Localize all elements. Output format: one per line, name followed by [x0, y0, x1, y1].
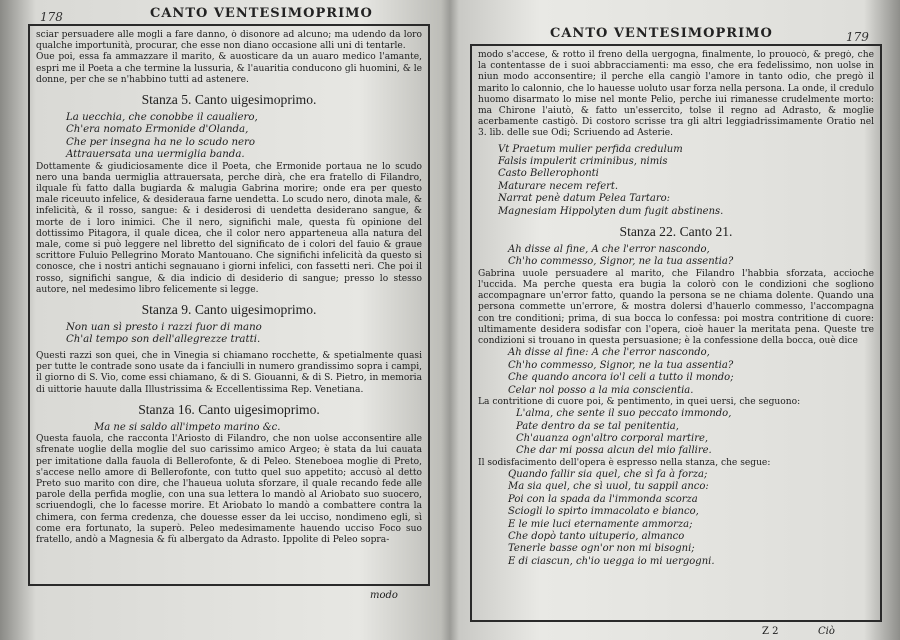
horace-quote-1: Vt Praetum mulier perfida credulum Falsis impulerit criminibus, nimis Casto Bellerophonti Maturare necem refert. — [498, 143, 683, 192]
right-intro-text: modo s'accese, & rotto il freno della uergogna, finalmente, lo prouocò, & pregò, che la contentasse de i suoi abbracciamenti: ma esso, che era fedelissimo, non uolse in niun modo acconsentire; il perche ella cangiò l'amore in tanto odio, che pregò il marito lo calonnio, che lo hauesse uoluto usar forza nella persona. La onde, il credulo huomo disarmato lo mise nel monte Pelio, perche iui rimanesse crudelmente morto: ma Chirone l'aiutò, & fatto un'essercito, tolse il regno ad Adrasto, & moglie acerbamente castigò. Di costoro scrisse tra gli altri leggiadrissimamente Oratio nel 3. lib. delle sue Odi; Scriuendo ad Asterie. — [478, 50, 874, 139]
right-running-head: CANTO VENTESIMOPRIMO — [550, 26, 773, 41]
left-page-number: 178 — [40, 10, 63, 24]
left-catchword: modo — [370, 590, 398, 601]
stanza-9-heading: Stanza 9. Canto uigesimoprimo. — [141, 302, 317, 318]
satisfaction-text: Il sodisfacimento dell'opera è espresso nella stanza, che segue: — [478, 457, 771, 468]
stanza-16-heading: Stanza 16. Canto uigesimoprimo. — [138, 401, 320, 417]
right-catchword: Ciò — [818, 626, 835, 637]
left-text-frame — [28, 24, 430, 586]
right-text-frame — [470, 44, 882, 622]
stanza-22-commentary: Gabrina uuole persuadere al marito, che Filandro l'habbia sforzata, accioche l'uccida. Ma perche questa era bugia la colorò con le condizioni che sogliono accompagnare un'error fatto, quando la persona se ne chiama dolente. Quando una persona commette un'errore, & mostra dolersi d'hauerlo commesso, l'accompagna con tre conditioni; prima, di sua bocca lo confessa: poi mostra contritione di cuore: ultimamente desidera sodisfar con l'opera, cioè hauer la meritata pena. Queste tre condizioni si trouano in questa persuasione; è la confessione della bocca, ouè dice — [478, 268, 874, 347]
stanza-5-heading: Stanza 5. Canto uigesimoprimo. — [141, 92, 317, 108]
stanza-9-commentary: Questi razzi son quei, che in Vinegia si chiamano rocchette, & spetialmente quasi per tutte le contrade sono usate da i fanciulli in numero grandissimo sopra i campi, il giorno di S. Vio, come essi chiamano, & di S. Giouanni, & di S. Pietro, in memoria di uittorie hauute dalla Illustrissima & Eccellentissima Rep. Venetiana. — [36, 350, 422, 395]
stanza-22-heading: Stanza 22. Canto 21. — [619, 224, 733, 240]
contrition-verse: L'alma, che sente il suo peccato immondo, Pate dentro da se tal penitentia, Ch'auanza ogn'altro corporal martire, Che dar mi possa alcun del mio fallire. — [516, 408, 732, 457]
contrition-text: La contritione di cuore poi, & pentimento, in quei uersi, che seguono: — [478, 396, 801, 407]
right-page-number: 179 — [846, 30, 869, 44]
right-page — [450, 0, 900, 640]
right-text-column — [478, 50, 874, 616]
stanza-5-commentary: Dottamente & giudiciosamente dice il Poeta, che Ermonide portaua ne lo scudo nero una banda uermiglia attrauersata, perche dirà, che era fratello di Filandro, ilquale fù fatto dalla bugiarda & malugia Gabrina morire; onde era per questo male riceuuto infelice, & desideraua farne uendetta. Lo scudo nero, dinota male, & infelicità, & il rosso, sangue: & i desiderosi di uendetta desiderano sangue, & morte de i loro inimici. Che il nero, significhi male, questa fù opinione del dottissimo Pitagora, il quale dicea, che il color nero apparteneua alla natura del male, come si può leggere nel libretto del significato de i colori del fauio & graue scrittore Fuluio Pellegrino Morato Mantouano. Che significhi infelicità da questo si conosce, che i nostri antichi segnauano i giorni infelici, con fassetti neri. Che poi il rosso, significhi sangue, & dia indicio di desiderio di sangue; presso lo stesso autore, nel medesimo libro felicemente si legge. — [36, 161, 422, 295]
signature-mark: Z 2 — [762, 626, 779, 637]
stanza-5-verse: La uecchia, che conobbe il caualiero, Ch'era nomato Ermonide d'Olanda, Che per insegna ha ne lo scudo nero Attrauersata una uermiglia banda. — [66, 112, 258, 161]
stanza-9-verse: Non uan sì presto i razzi fuor di mano Ch'al tempo son dell'allegrezze tratti. — [66, 322, 262, 346]
left-intro-text: sciar persuadere alle mogli a fare danno, ò disonore ad alcuno; ma udendo da loro qualche importunità, procurar, che esse non diano occasione alli uni di tentarle. Oue poi, essa fa ammazzare il marito, & auosticare da un auaro medico l'amante, espri me il Poeta a che termine la lussuria, & l'auaritia conducono gli huomini, & le donne, per che se n'habbino tutti ad astenere. — [36, 30, 422, 85]
stanza-16-verse: Ma ne si saldo all'impeto marino &c. — [94, 421, 281, 433]
stanza-22-verse: Ah disse al fine, A che l'error nascondo, Ch'ho commesso, Signor, ne la tua assentia? — [508, 244, 734, 268]
stanza-22-verse-repeat: Ah disse al fine: A che l'error nascondo, Ch'ho commesso, Signor, ne la tua assentia? Che quando ancora io'l celi a tutto il mondo; Celar nol posso a la mia conscientia. — [508, 347, 734, 396]
horace-quote-2: Narrat penè datum Pelea Tartaro: Magnesiam Hippolyten dum fugit abstinens. — [498, 193, 724, 217]
left-running-head: CANTO VENTESIMOPRIMO — [150, 6, 373, 21]
satisfaction-verse: Quando fallir sia quel, che sì fa à forza; Ma sia quel, che sì uuol, tu sappil anco: Poi con la spada da l'immonda scorza Sciogli lo spirto immacolato e bianco, E le mie luci eternamente ammorza; Che dopò tanto uituperio, almanco Tenerle basse ogn'or non mi bisogni; E di ciascun, ch'io uegga io mi uergogni. — [508, 468, 715, 567]
stanza-16-commentary: Questa fauola, che racconta l'Ariosto di Filandro, che non uolse acconsentire alle sfrenate uoglie della moglie del suo carissimo amico Argeo; è stata da lui cauata per imitatione dalla fauola di Bellerofonte, & di Peleo. Steneboea moglie di Preto, s'accese nello amore di Bellerofonte, con tutto quel suo appetito; accusò al detto Preto suo marito con dire, che l'haueua uoluta sforzare, il quale recando fede alle parole della perfida moglie, con una sua lettera lo mandò al Ariobato suo suocero, scriuendogli, che lo facesse morire. Et Ariobato lo mandò a combattere contra la chimera, con ferma credenza, che douesse esser da lei ucciso, nondimeno egli, sì come era fortunato, la superò. Peleo medesimamente hauendo ucciso Foco suo fratello, andò a Magnesia & fù albergato da Adrasto. Ippolite di Peleo sopra- — [36, 434, 422, 545]
left-text-column — [36, 30, 422, 580]
